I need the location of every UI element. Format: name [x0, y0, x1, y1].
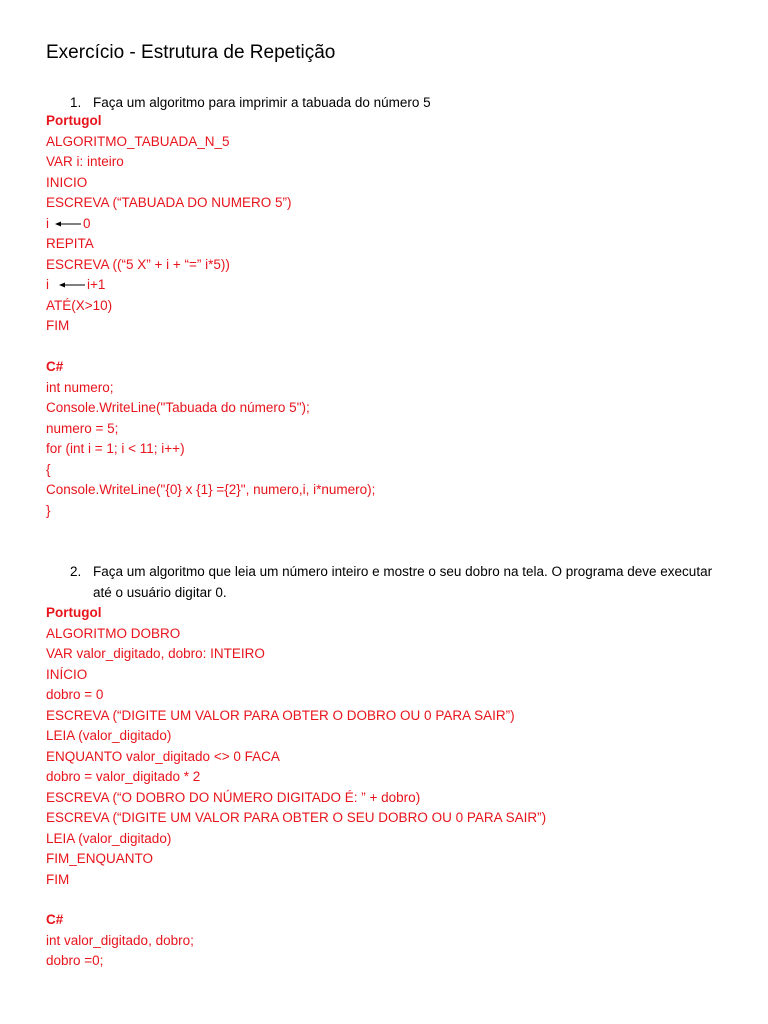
code-line: int valor_digitado, dobro; [46, 932, 194, 948]
code-line: for (int i = 1; i < 11; i++) [46, 441, 185, 456]
code-line: Console.WriteLine("{0} x {1} ={2}", numero,i, i*numero); [46, 482, 376, 497]
code-line: ALGORITMO_TABUADA_N_5 [46, 133, 230, 149]
code-line-assignment [46, 275, 292, 296]
code-line: ESCREVA (“DIGITE UM VALOR PARA OBTER O SEU DOBRO OU 0 PARA SAIR”) [46, 810, 547, 825]
q1-portugol-block [46, 111, 292, 337]
code-line: VAR valor_digitado, dobro: INTEIRO [46, 646, 265, 661]
code-line: REPITA [46, 236, 94, 251]
question-text: Faça um algoritmo para imprimir a tabuada do número 5 [93, 95, 431, 110]
q2-portugol-block [46, 603, 546, 890]
code-line: FIM_ENQUANTO [46, 851, 154, 866]
page-title: Exercício - Estrutura de Repetição [46, 42, 336, 63]
assign-var: i [46, 215, 49, 231]
code-line: ALGORITMO DOBRO [46, 625, 181, 641]
code-line: ESCREVA ((“5 X” + i + “=” i*5)) [46, 256, 230, 272]
portugol-label: Portugol [46, 605, 102, 620]
code-line: ESCREVA (“DIGITE UM VALOR PARA OBTER O DOBRO OU 0 PARA SAIR”) [46, 707, 515, 723]
question-text: Faça um algoritmo que leia um número inteiro e mostre o seu dobro na tela. O programa deve executar até o usuário digitar 0. [93, 564, 713, 600]
question-number: 2. [70, 564, 82, 579]
code-line: ESCREVA (“O DOBRO DO NÚMERO DIGITADO É: ” + dobro) [46, 789, 421, 805]
question-number: 1. [70, 95, 82, 110]
code-line: LEIA (valor_digitado) [46, 728, 172, 743]
code-line: } [46, 502, 51, 518]
code-line: INICIO [46, 174, 88, 190]
q2-csharp-block [46, 910, 194, 972]
code-line-assignment [46, 214, 292, 235]
code-line: INÍCIO [46, 666, 88, 682]
code-line: ESCREVA (“TABUADA DO NUMERO 5”) [46, 195, 292, 210]
code-line: dobro =0; [46, 953, 104, 968]
question-2 [70, 562, 720, 603]
portugol-label: Portugol [46, 113, 102, 128]
code-line: LEIA (valor_digitado) [46, 830, 172, 846]
code-line: Console.WriteLine("Tabuada do número 5"); [46, 400, 310, 415]
code-line: dobro = valor_digitado * 2 [46, 769, 201, 784]
code-line: int numero; [46, 379, 114, 395]
assign-value: i+1 [87, 277, 106, 292]
code-line: ATÉ(X>10) [46, 297, 113, 313]
code-line: ENQUANTO valor_digitado <> 0 FACA [46, 748, 280, 764]
assign-value: 0 [83, 215, 91, 231]
csharp-label: C# [46, 359, 64, 374]
code-line: { [46, 461, 51, 477]
left-arrow-icon [59, 280, 85, 290]
code-line: FIM [46, 318, 70, 333]
left-arrow-icon [55, 219, 81, 229]
assign-var: i [46, 277, 49, 292]
code-line: VAR i: inteiro [46, 154, 124, 169]
q1-csharp-block [46, 357, 375, 521]
code-line: numero = 5; [46, 420, 119, 436]
csharp-label: C# [46, 912, 64, 927]
code-line: FIM [46, 871, 70, 887]
code-line: dobro = 0 [46, 687, 104, 702]
